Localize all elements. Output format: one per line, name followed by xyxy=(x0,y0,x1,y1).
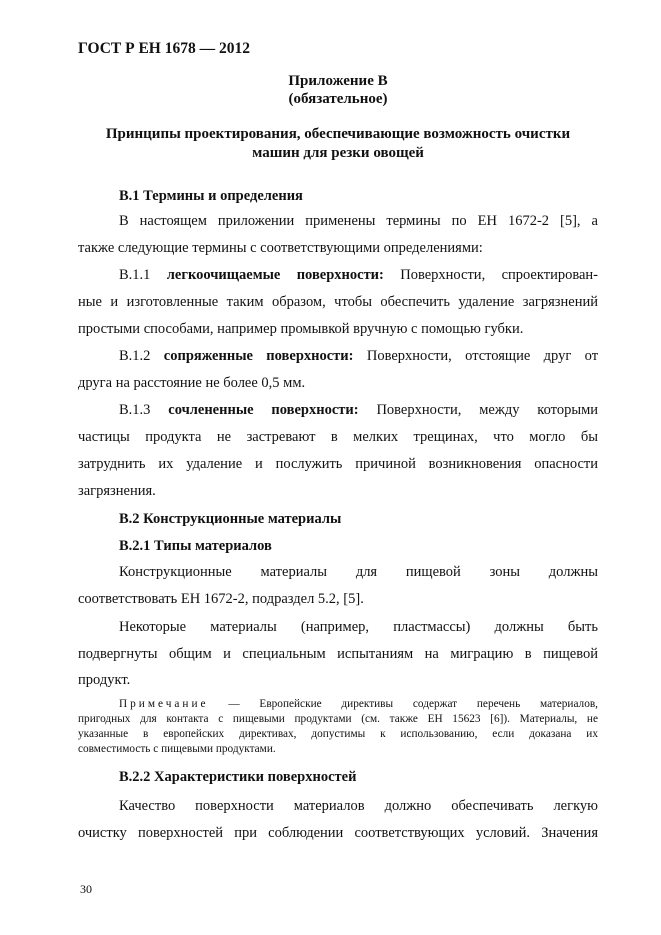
paragraph-line: простыми способами, например промывкой вручную с помощью губки. xyxy=(78,321,524,337)
subsection-heading-b22: В.2.2 Характеристики поверхностей xyxy=(119,769,357,785)
term-name: сочлененные поверхности: xyxy=(168,402,359,418)
term-number: В.1.3 xyxy=(119,402,151,418)
paragraph-line: продукт. xyxy=(78,672,131,688)
page-number: 30 xyxy=(80,882,92,896)
paragraph-line: Конструкционные материалы для пищевой зоны должны xyxy=(119,564,598,580)
appendix-heading-line-1: Принципы проектирования, обеспечивающие возможность очистки xyxy=(105,126,571,142)
term-b12-line xyxy=(119,348,598,365)
paragraph-line: также следующие термины с соответствующими определениями: xyxy=(78,240,483,256)
note-line: пригодных для контакта с пищевыми продуктами (см. также ЕН 15623 [6]). Материалы, не xyxy=(78,713,598,725)
note-label: Примечание xyxy=(119,698,209,710)
appendix-title: Приложение В xyxy=(288,73,388,89)
paragraph-line: очистку поверхностей при соблюдении соответствующих условий. Значения xyxy=(78,825,598,841)
term-name: сопряженные поверхности: xyxy=(163,348,354,364)
paragraph-line: соответствовать ЕН 1672-2, подраздел 5.2, [5]. xyxy=(78,591,364,607)
paragraph-line: друга на расстояние не более 0,5 мм. xyxy=(78,375,306,391)
appendix-heading-line-2: машин для резки овощей xyxy=(252,145,424,161)
term-definition: Поверхности, спроектирован- xyxy=(400,267,599,283)
paragraph-line: Некоторые материалы (например, пластмассы) должны быть xyxy=(119,619,598,635)
paragraph-line: частицы продукта не застревают в мелких трещинах, что могло бы xyxy=(78,429,598,445)
paragraph-line: В настоящем приложении применены термины по ЕН 1672-2 [5], а xyxy=(119,213,598,229)
paragraph-line: загрязнения. xyxy=(78,483,156,499)
term-definition: Поверхности, между которыми xyxy=(376,402,599,418)
paragraph-line: подвергнуты общим и специальным испытаниям на миграцию в пищевой xyxy=(78,646,598,662)
paragraph-line: ные и изготовленные таким образом, чтобы обеспечить удаление загрязнений xyxy=(78,294,598,310)
note-first-line xyxy=(119,698,598,710)
note-line: совместимость с пищевыми продуктами. xyxy=(78,743,276,755)
note-text: — Европейские директивы содержат перечень материалов, xyxy=(228,698,598,710)
paragraph-line: Качество поверхности материалов должно обеспечивать легкую xyxy=(119,798,598,814)
term-b13-line xyxy=(119,402,598,419)
term-definition: Поверхности, отстоящие друг от xyxy=(366,348,599,364)
subsection-heading-b21: В.2.1 Типы материалов xyxy=(119,538,272,554)
term-b11-line xyxy=(119,267,598,284)
term-number: В.1.1 xyxy=(119,267,151,283)
note-line: указанные в европейских директивах, допустимы к использованию, если доказана их xyxy=(78,728,598,740)
paragraph-line: затруднить их удаление и послужить причиной возникновения опасности xyxy=(78,456,598,472)
section-heading-b2: В.2 Конструкционные материалы xyxy=(119,511,342,527)
document-header: ГОСТ Р ЕН 1678 — 2012 xyxy=(78,40,250,57)
term-name: легкоочищаемые поверхности: xyxy=(166,267,384,283)
section-heading-b1: В.1 Термины и определения xyxy=(119,188,303,204)
term-number: В.1.2 xyxy=(119,348,151,364)
appendix-status: (обязательное) xyxy=(288,91,388,107)
